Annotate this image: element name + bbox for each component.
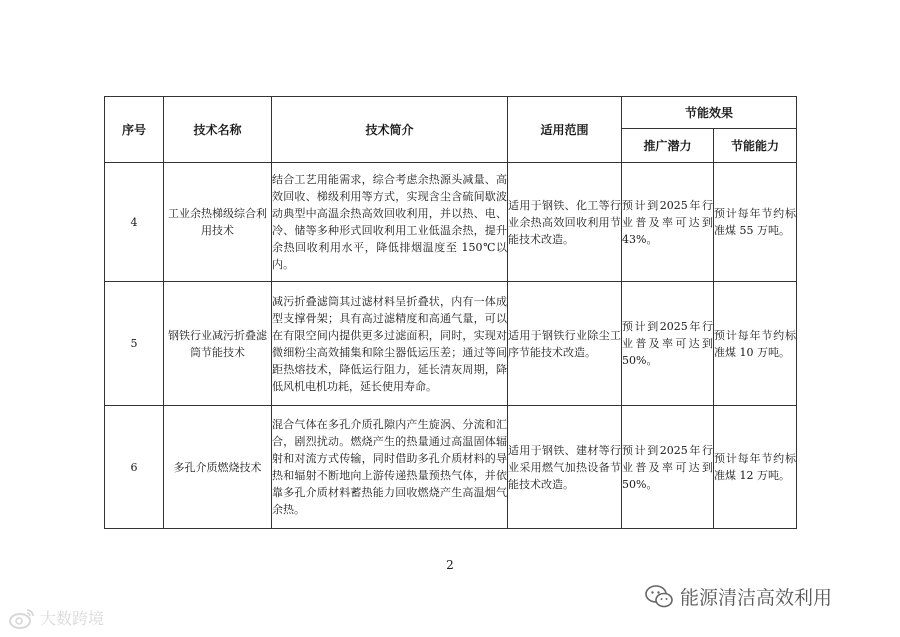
watermark-left [8,606,104,629]
tech-intro: 减污折叠滤筒其过滤材料呈折叠状，内有一体成型支撑骨架；具有高过滤精度和高通气量，可以在有限空间内提供更多过滤面积，同时，实现对微细粉尘高效捕集和除尘器低运压差；通过等间距热熔技术，降低运行阻力，延长清灰周期，降低风机电机功耗，延长使用寿命。 [272,282,508,406]
header-intro: 技术简介 [272,97,508,163]
tech-capacity: 预计每年节约标准煤 10 万吨。 [714,282,797,406]
header-scope: 适用范围 [508,97,622,163]
tech-name: 多孔介质燃烧技术 [164,406,272,529]
tech-name: 钢铁行业减污折叠滤筒节能技术 [164,282,272,406]
wechat-icon [644,584,674,610]
tech-scope: 适用于钢铁、化工等行业余热高效回收利用节能技术改造。 [508,163,622,282]
tech-scope: 适用于钢铁行业除尘工序节能技术改造。 [508,282,622,406]
weibo-icon [8,607,36,629]
watermark-right [644,583,832,610]
tech-name: 工业余热梯级综合利用技术 [164,163,272,282]
tech-capacity: 预计每年节约标准煤 12 万吨。 [714,406,797,529]
table-row [105,163,797,282]
watermark-right-text: 能源清洁高效利用 [680,587,833,609]
tech-capacity: 预计每年节约标准煤 55 万吨。 [714,163,797,282]
header-capacity: 节能能力 [714,129,797,163]
header-num: 序号 [105,97,164,163]
tech-potential: 预计到2025年行业普及率可达到50%。 [622,282,714,406]
row-num: 5 [105,282,164,406]
tech-intro: 混合气体在多孔介质孔隙内产生旋涡、分流和汇合，剧烈扰动。燃烧产生的热量通过高温固体辐射和对流方式传输，同时借助多孔介质材料的导热和辐射不断地向上游传递热量预热气体，并依靠多孔介质材料蓄热能力回收燃烧产生高温烟气余热。 [272,406,508,529]
header-potential: 推广潜力 [622,129,714,163]
page-number: 2 [446,558,454,572]
tech-potential: 预计到2025年行业普及率可达到43%。 [622,163,714,282]
tech-intro: 结合工艺用能需求，综合考虑余热源头减量、高效回收、梯级利用等方式，实现含尘含硫间歇波动典型中高温余热高效回收利用，并以热、电、冷、储等多种形式回收利用工业低温余热，提升余热回收利用水平，降低排烟温度至 150℃以内。 [272,163,508,282]
table-row [105,282,797,406]
row-num: 6 [105,406,164,529]
table-row [105,406,797,529]
tech-potential: 预计到2025年行业普及率可达到50%。 [622,406,714,529]
watermark-left-text: 大数跨境 [40,609,105,628]
header-effect: 节能效果 [622,97,797,129]
tech-scope: 适用于钢铁、建材等行业采用燃气加热设备节能技术改造。 [508,406,622,529]
header-name: 技术名称 [164,97,272,163]
energy-tech-table [104,96,797,529]
row-num: 4 [105,163,164,282]
